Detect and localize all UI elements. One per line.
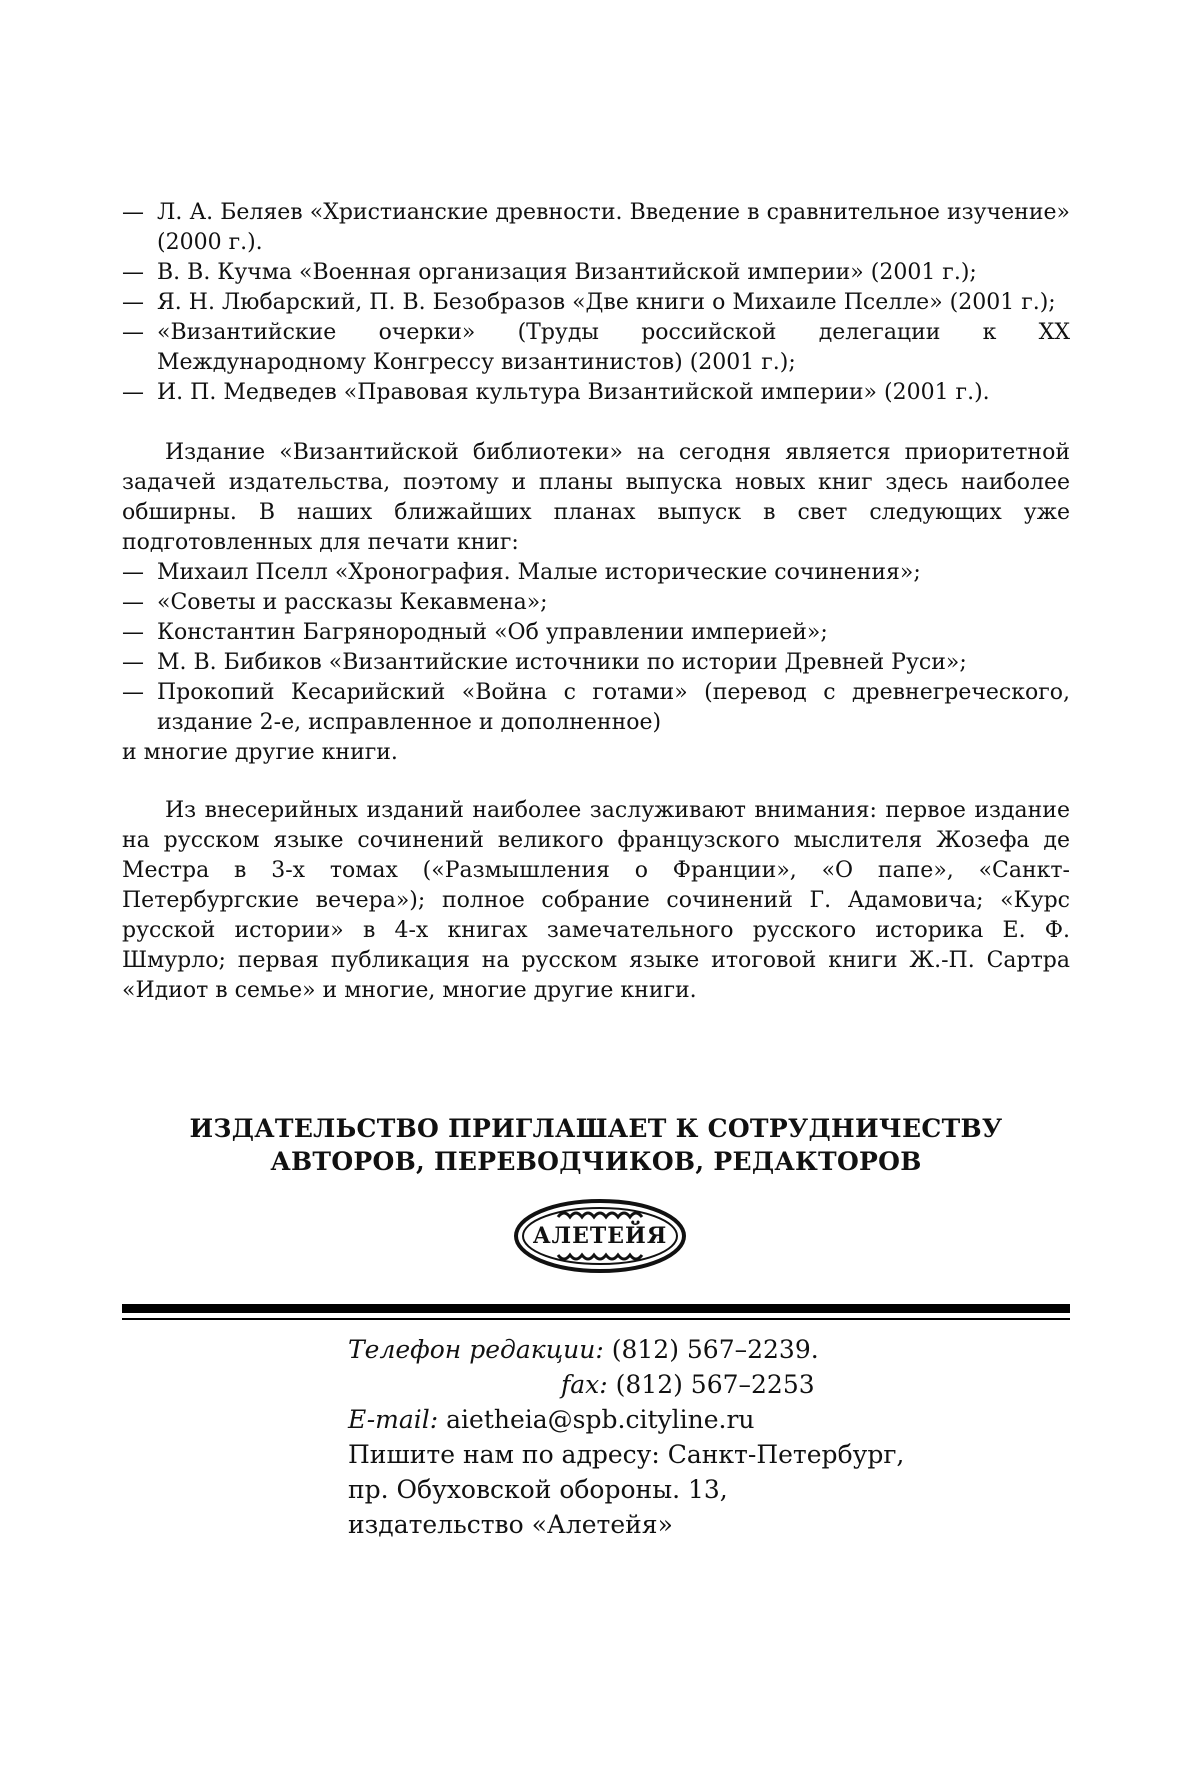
fax-label: fax: (561, 1370, 608, 1399)
list-dash: — (122, 258, 144, 288)
list-dash: — (122, 558, 144, 588)
library-paragraph: Издание «Византийской библиотеки» на сегодня является приоритетной задачей издательства, поэтому и планы выпуска новых книг здесь наиболее обширны. В наших ближайших планах выпуск в свет следующих уже подготовленных для печати книг: (122, 438, 1070, 558)
invitation-line-1: ИЗДАТЕЛЬСТВО ПРИГЛАШАЕТ К СОТРУДНИЧЕСТВУ (122, 1112, 1070, 1145)
spacer (122, 408, 1070, 438)
spacer (122, 768, 1070, 796)
list-item (122, 378, 1070, 408)
list-item-text: «Византийские очерки» (Труды российской делегации к XX Международному Конгрессу византинистов) (2001 г.); (157, 320, 1070, 375)
list-item-text: И. П. Медведев «Правовая культура Византийской империи» (2001 г.). (157, 380, 990, 405)
address-line-1: Пишите нам по адресу: Санкт-Петербург, (348, 1437, 988, 1472)
divider-thick (122, 1304, 1070, 1313)
list-item-text: Константин Багрянородный «Об управлении империей»; (157, 620, 828, 645)
list-item (122, 588, 1070, 618)
divider-thin (122, 1318, 1070, 1320)
list-dash: — (122, 198, 144, 228)
invitation-line-2: АВТОРОВ, ПЕРЕВОДЧИКОВ, РЕДАКТОРОВ (122, 1145, 1070, 1178)
main-text (122, 198, 1070, 1006)
phone-label: Телефон редакции: (348, 1335, 604, 1364)
list-dash: — (122, 288, 144, 318)
list-item (122, 648, 1070, 678)
address-line-2: пр. Обуховской обороны. 13, (348, 1472, 988, 1507)
list-item (122, 678, 1070, 738)
list-dash: — (122, 618, 144, 648)
list-item-text: Я. Н. Любарский, П. В. Безобразов «Две книги о Михаиле Пселле» (2001 г.); (157, 290, 1056, 315)
list-item-text: Михаил Пселл «Хронография. Малые исторические сочинения»; (157, 560, 921, 585)
list-item-text: Прокопий Кесарийский «Война с готами» (перевод с древнегреческого, издание 2-е, исправленное и дополненное) (157, 680, 1070, 735)
list-item-text: «Советы и рассказы Кекавмена»; (157, 590, 548, 615)
address-line-3: издательство «Алетейя» (348, 1507, 988, 1542)
email-line (348, 1402, 988, 1437)
list-dash: — (122, 318, 144, 348)
phone-line (348, 1332, 988, 1367)
list-item (122, 258, 1070, 288)
upcoming-list (122, 558, 1070, 738)
fax-line (348, 1367, 988, 1402)
list-item (122, 198, 1070, 258)
email-value: aietheia@spb.cityline.ru (446, 1405, 754, 1434)
list-item (122, 558, 1070, 588)
list-item-text: Л. А. Беляев «Христианские древности. Введение в сравнительное изучение» (2000 г.). (157, 200, 1070, 255)
list-dash: — (122, 648, 144, 678)
document-page (0, 0, 1200, 1765)
fax-value: (812) 567–2253 (616, 1370, 815, 1399)
phone-value: (812) 567–2239. (612, 1335, 819, 1364)
published-list (122, 198, 1070, 408)
list-item-text: В. В. Кучма «Военная организация Византийской империи» (2001 г.); (157, 260, 977, 285)
other-books-line: и многие другие книги. (122, 738, 1070, 768)
nonseries-paragraph: Из внесерийных изданий наиболее заслуживают внимания: первое издание на русском языке сочинений великого французского мыслителя Жозефа де Местра в 3-х томах («Размышления о Франции», «О папе», «Санкт-Петербургские вечера»); полное собрание сочинений Г. Адамовича; «Курс русской истории» в 4-х книгах замечательного русского историка Е. Ф. Шмурло; первая публикация на русском языке итоговой книги Ж.-П. Сартра «Идиот в семье» и многие, многие другие книги. (122, 796, 1070, 1006)
list-item (122, 318, 1070, 378)
list-dash: — (122, 378, 144, 408)
list-item (122, 288, 1070, 318)
list-item (122, 618, 1070, 648)
contacts-block (348, 1332, 988, 1542)
publisher-logo (510, 1197, 690, 1275)
list-dash: — (122, 678, 144, 708)
list-item-text: М. В. Бибиков «Византийские источники по истории Древней Руси»; (157, 650, 967, 675)
list-dash: — (122, 588, 144, 618)
invitation-heading (122, 1112, 1070, 1178)
logo-text: АЛЕТЕЙЯ (510, 1197, 690, 1275)
email-label: E-mail: (348, 1405, 438, 1434)
